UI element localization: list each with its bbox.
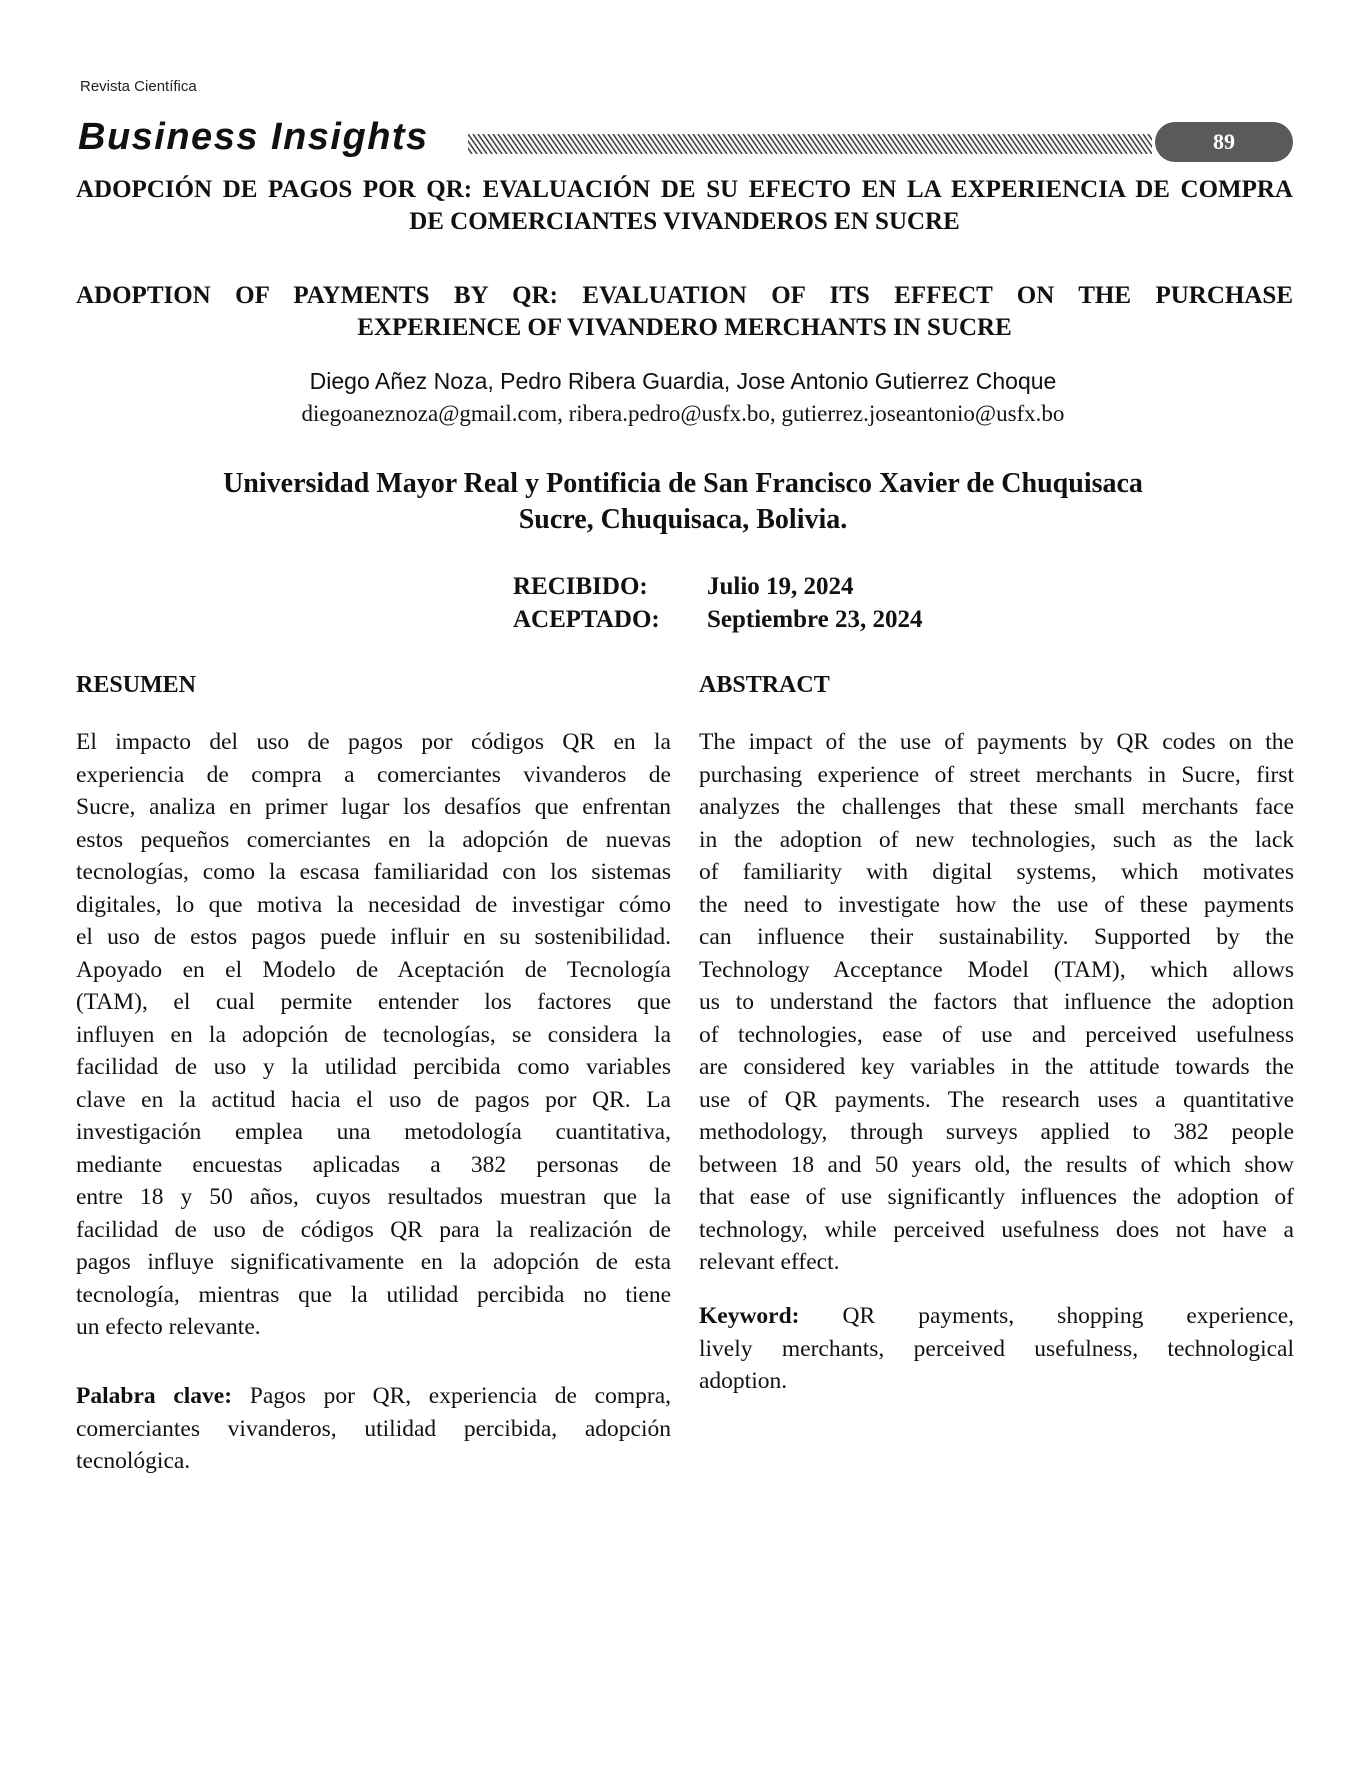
abstract-line: analyzes the challenges that these small merchants face (699, 794, 1294, 820)
abstract-line: relevant effect. (699, 1249, 840, 1275)
abstract-keywords-line: lively merchants, perceived usefulness, technological (699, 1335, 1294, 1362)
resumen-line: un efecto relevante. (76, 1314, 261, 1340)
page-number: 89 (1213, 129, 1235, 154)
abstract-keywords-text: QR payments, shopping experience, (842, 1303, 1295, 1329)
author-emails: diegoaneznoza@gmail.com, ribera.pedro@usfx.bo, gutierrez.joseantonio@usfx.bo (301, 401, 1065, 426)
resumen-line: tecnología, mientras que la utilidad percibida no tiene (76, 1281, 671, 1308)
abstract-line: The impact of the use of payments by QR codes on the (699, 729, 1294, 755)
abstract-line: use of QR payments. The research uses a quantitative (699, 1086, 1294, 1113)
resumen-keywords (76, 1380, 671, 1478)
title-english (76, 280, 1293, 344)
resumen-line: mediante encuestas aplicadas a 382 personas de (76, 1151, 671, 1178)
abstract-line: technology, while perceived usefulness does not have a (699, 1216, 1294, 1243)
resumen-line: tecnologías, como la escasa familiaridad con los sistemas (76, 859, 671, 885)
resumen-line: clave en la actitud hacia el uso de pagos por QR. La (76, 1086, 671, 1113)
abstract-line: of technologies, ease of use and perceived usefulness (699, 1021, 1294, 1048)
abstract-line: purchasing experience of street merchants in Sucre, first (699, 761, 1294, 788)
resumen-keywords-text: Pagos por QR, experiencia de compra, (249, 1383, 671, 1409)
decorative-hatch-bar (468, 134, 1152, 154)
abstract-line: methodology, through surveys applied to 382 people (699, 1119, 1294, 1145)
title-spanish-line-2: DE COMERCIANTES VIVANDEROS EN SUCRE (409, 208, 960, 235)
resumen-line: facilidad de uso y la utilidad percibida como variables (76, 1054, 671, 1080)
abstract-line: can influence their sustainability. Supported by the (699, 924, 1294, 950)
abstract-keywords-line (699, 1300, 1294, 1333)
resumen-line: facilidad de uso de códigos QR para la realización de (76, 1216, 671, 1243)
accepted-date: Septiembre 23, 2024 (707, 606, 923, 633)
resumen-line: digitales, lo que motiva la necesidad de investigar cómo (76, 891, 671, 918)
abstract-heading: ABSTRACT (699, 672, 830, 698)
resumen-line: Apoyado en el Modelo de Aceptación de Tecnología (76, 956, 671, 983)
resumen-keywords-line (76, 1380, 671, 1413)
abstract-keywords-label: Keyword: (699, 1303, 800, 1329)
abstract-line: in the adoption of new technologies, such as the lack (699, 826, 1294, 853)
resumen-line: experiencia de compra a comerciantes vivanderos de (76, 761, 671, 788)
resumen-keywords-line: comerciantes vivanderos, utilidad percibida, adopción (76, 1415, 671, 1442)
dates-block (513, 570, 923, 636)
abstract-keywords-line: adoption. (699, 1368, 788, 1394)
resumen-line: (TAM), el cual permite entender los factores que (76, 989, 671, 1015)
abstract-line: are considered key variables in the attitude towards the (699, 1054, 1294, 1080)
title-spanish (76, 174, 1293, 238)
abstract-line: of familiarity with digital systems, which motivates (699, 859, 1294, 885)
journal-label: Revista Científica (80, 78, 197, 95)
resumen-line: Sucre, analiza en primer lugar los desafíos que enfrentan (76, 794, 671, 820)
resumen-line: entre 18 y 50 años, cuyos resultados muestran que la (76, 1184, 671, 1210)
authors: Diego Añez Noza, Pedro Ribera Guardia, Jose Antonio Gutierrez Choque (309, 368, 1057, 394)
title-spanish-line-1: ADOPCIÓN DE PAGOS POR QR: EVALUACIÓN DE SU EFECTO EN LA EXPERIENCIA DE COMPRA (76, 176, 1293, 203)
abstract-body (699, 726, 1294, 1279)
resumen-keywords-line: tecnológica. (76, 1448, 191, 1474)
abstract-line: us to understand the factors that influence the adoption (699, 989, 1294, 1015)
resumen-line: investigación emplea una metodología cuantitativa, (76, 1119, 671, 1145)
abstract-line: that ease of use significantly influences the adoption of (699, 1184, 1294, 1210)
resumen-line: El impacto del uso de pagos por códigos QR en la (76, 729, 671, 755)
title-english-line-2: EXPERIENCE OF VIVANDERO MERCHANTS IN SUCRE (357, 314, 1012, 341)
abstract-line: Technology Acceptance Model (TAM), which allows (699, 956, 1294, 983)
abstract-line: the need to investigate how the use of these payments (699, 891, 1294, 918)
abstract-line: between 18 and 50 years old, the results of which show (699, 1151, 1294, 1178)
journal-title: Business Insights (78, 116, 429, 158)
resumen-keywords-label: Palabra clave: (76, 1383, 233, 1409)
resumen-line: pagos influye significativamente en la adopción de esta (76, 1249, 671, 1275)
received-label: RECIBIDO: (513, 573, 648, 600)
abstract-keywords (699, 1300, 1294, 1398)
resumen-body (76, 726, 671, 1344)
page-number-badge (1155, 122, 1293, 162)
affiliation-line-2: Sucre, Chuquisaca, Bolivia. (518, 504, 848, 535)
resumen-line: influyen en la adopción de tecnologías, se considera la (76, 1021, 671, 1048)
resumen-line: el uso de estos pagos puede influir en su sostenibilidad. (76, 924, 671, 950)
affiliation-line-1: Universidad Mayor Real y Pontificia de San Francisco Xavier de Chuquisaca (223, 468, 1143, 499)
accepted-label: ACEPTADO: (513, 606, 660, 633)
resumen-heading: RESUMEN (76, 672, 197, 698)
title-english-line-1: ADOPTION OF PAYMENTS BY QR: EVALUATION OF ITS EFFECT ON THE PURCHASE (76, 282, 1293, 309)
affiliation (0, 466, 1366, 538)
resumen-line: estos pequeños comerciantes en la adopción de nuevas (76, 826, 671, 853)
received-date: Julio 19, 2024 (707, 573, 854, 600)
